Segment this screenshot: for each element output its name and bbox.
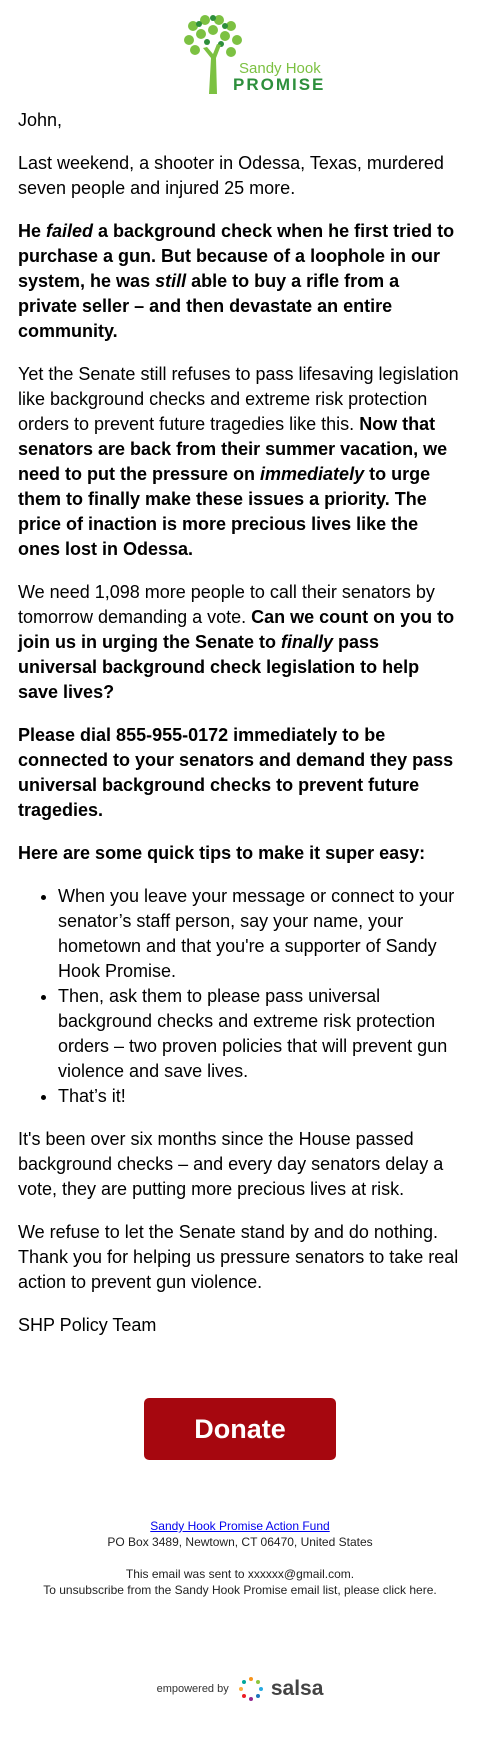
donate-row [18, 1398, 462, 1460]
donate-button[interactable]: Donate [144, 1398, 336, 1460]
tips-list [18, 884, 462, 1109]
sandy-hook-promise-logo [18, 0, 462, 108]
paragraph-4: We need 1,098 more people to call their senators by tomorrow demanding a vote. Can we count on you to join us in urging the Senate to finally pass universal background check legislation to help save lives? [18, 582, 455, 702]
paragraph-6: It's been over six months since the House passed background checks – and every day senators delay a vote, they are putting more precious lives at risk. [18, 1129, 444, 1199]
tips-heading: Here are some quick tips to make it super easy: [18, 843, 426, 863]
org-link[interactable]: Sandy Hook Promise Action Fund [150, 1519, 330, 1533]
greeting: John, [18, 110, 63, 130]
footer [18, 1518, 462, 1598]
address: PO Box 3489, Newtown, CT 06470, United States [107, 1535, 373, 1549]
paragraph-1: Last weekend, a shooter in Odessa, Texas, murdered seven people and injured 25 more. [18, 153, 444, 198]
sent-to: This email was sent to xxxxxx@gmail.com. [125, 1567, 355, 1581]
paragraph-5: Please dial 855-955-0172 immediately to be connected to your senators and demand they pass universal background checks to prevent future tragedies. [18, 725, 454, 820]
powered-by-label: empowered by [156, 1682, 229, 1695]
paragraph-3: Yet the Senate still refuses to pass lifesaving legislation like background checks and extreme risk protection orders to prevent future tragedies like this. Now that senators are back from their summer vacation, we need to put the pressure on immediately to urge them to finally make these issues a priority. The price of inaction is more precious lives like the ones lost in Odessa. [18, 364, 459, 559]
paragraph-7: We refuse to let the Senate stand by and do nothing. Thank you for helping us pressure senators to take real action to prevent gun violence. [18, 1222, 459, 1292]
tip-item: • That’s it! [58, 1084, 462, 1109]
logo-line-2: PROMISE [233, 75, 326, 94]
logo-line-1: Sandy Hook [239, 60, 321, 77]
tip-item: • When you leave your message or connect to your senator’s staff person, say your name, your hometown and that you're a supporter of Sandy Hook Promise. [58, 884, 462, 984]
salsa-brand: salsa [270, 1677, 324, 1700]
unsubscribe-text[interactable]: To unsubscribe from the Sandy Hook Promise email list, please click here. [43, 1583, 437, 1597]
powered-by[interactable] [18, 1676, 462, 1702]
salsa-logo-icon [238, 1676, 264, 1702]
tip-item: • Then, ask them to please pass universal background checks and extreme risk protection orders – two proven policies that will prevent gun violence and save lives. [58, 984, 462, 1084]
paragraph-2: He failed a background check when he first tried to purchase a gun. But because of a loophole in our system, he was still able to buy a rifle from a private seller – and then devastate an entire community. [18, 221, 455, 341]
signature: SHP Policy Team [18, 1315, 157, 1335]
